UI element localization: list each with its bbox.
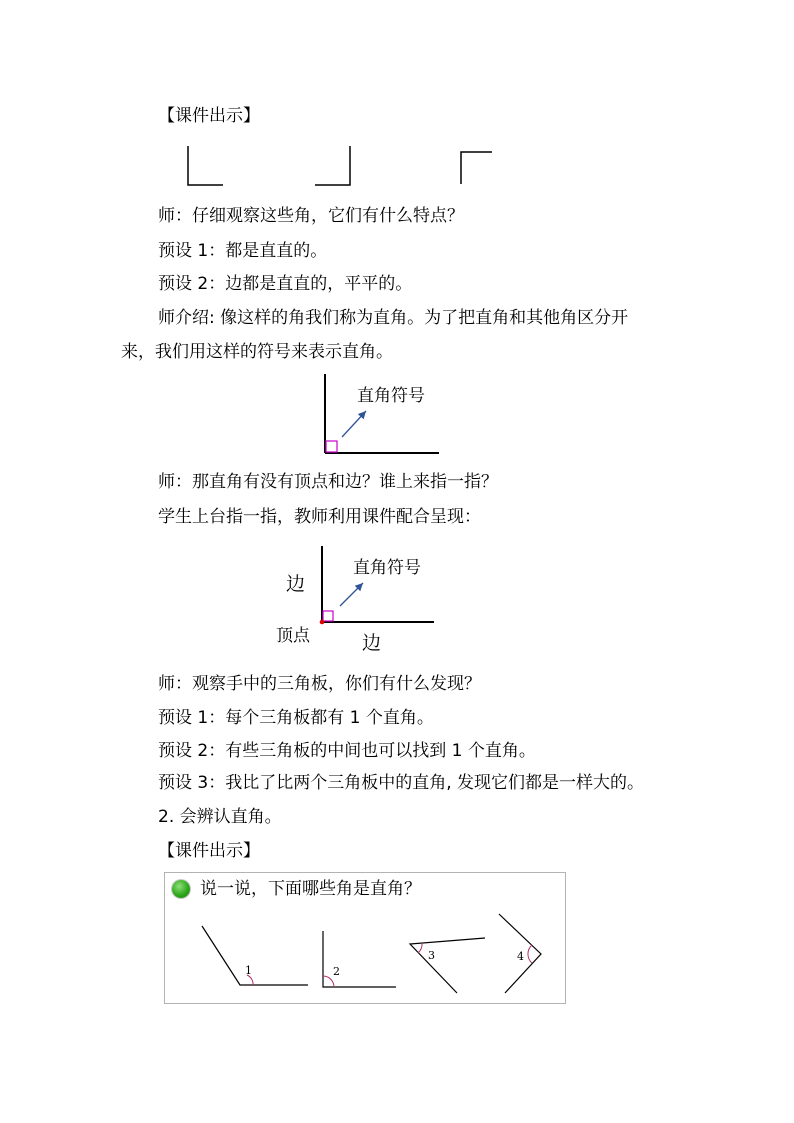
student-activity: 学生上台指一指，教师利用课件配合呈现： xyxy=(158,507,481,527)
side-label-bottom: 边 xyxy=(362,632,382,654)
preset-answer-2: 预设 2：边都是直直的，平平的。 xyxy=(158,274,413,294)
teacher-introduction-continued: 来，我们用这样的符号来表示直角。 xyxy=(121,342,393,362)
right-angle-mark-2 xyxy=(323,611,333,621)
angle-shape-1 xyxy=(188,146,223,185)
section-2-heading: 2. 会辨认直角。 xyxy=(158,807,282,827)
exercise-panel xyxy=(164,872,566,1004)
preset-answer-4: 预设 2：有些三角板的中间也可以找到 1 个直角。 xyxy=(158,741,536,761)
section-heading-courseware-2: 【课件出示】 xyxy=(158,841,260,861)
right-angle-mark xyxy=(326,441,337,452)
pointer-arrow xyxy=(342,411,366,437)
preset-answer-3: 预设 1：每个三角板都有 1 个直角。 xyxy=(158,708,434,728)
side-label-left: 边 xyxy=(286,573,306,595)
exercise-question: 说一说，下面哪些角是直角？ xyxy=(200,879,421,899)
angle-shape-3 xyxy=(461,152,492,184)
preset-answer-5: 预设 3：我比了比两个三角板中的直角, 发现它们都是一样大的。 xyxy=(158,773,645,793)
vertex-label: 顶点 xyxy=(276,626,310,646)
teacher-question-1: 师：仔细观察这些角，它们有什么特点？ xyxy=(158,206,464,226)
teacher-introduction: 师介绍: 像这样的角我们称为直角。为了把直角和其他角区分开 xyxy=(158,308,629,328)
section-heading-courseware: 【课件出示】 xyxy=(158,106,260,126)
teacher-question-3: 师：观察手中的三角板，你们有什么发现？ xyxy=(158,674,481,694)
angle-3-number: 3 xyxy=(428,949,435,962)
teacher-question-2: 师：那直角有没有顶点和边？谁上来指一指？ xyxy=(158,472,498,492)
vertex-dot xyxy=(320,620,325,625)
angle-4-number: 4 xyxy=(517,950,524,963)
angle-1-number: 1 xyxy=(245,964,252,977)
preset-answer-1: 预设 1：都是直直的。 xyxy=(158,241,328,261)
right-angle-symbol-label: 直角符号 xyxy=(357,386,425,406)
right-angle-symbol-label-2: 直角符号 xyxy=(353,558,421,578)
pointer-arrow-2 xyxy=(340,583,363,606)
angle-2-number: 2 xyxy=(333,965,340,978)
green-circle-icon xyxy=(172,880,190,898)
angle-shape-2 xyxy=(315,146,350,185)
